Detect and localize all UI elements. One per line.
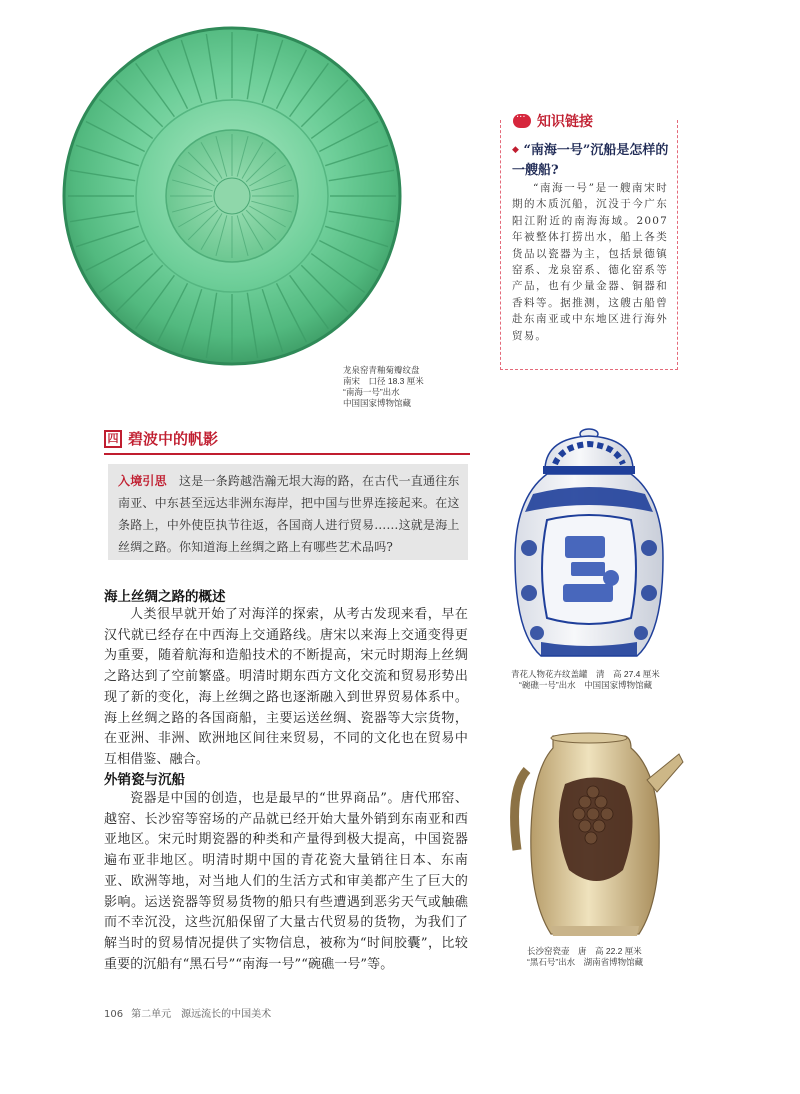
page-number: 106 [104, 1009, 124, 1020]
knowledge-box-header [513, 110, 599, 132]
intro-text: 这是一条跨越浩瀚无垠大海的路，在古代一直通往东南亚、中东甚至远达非洲东海岸，把中国与世界连接起来。在这条路上，中外使臣执节往返，各国商人进行贸易……这就是海上丝绸之路。你知道海上丝绸之路上有哪些艺术品吗? [118, 474, 460, 554]
plate-caption-line: “南海一号”出水 [343, 387, 400, 397]
celadon-plate-image [56, 6, 406, 376]
paragraph-export: 瓷器是中国的创造，也是最早的“世界商品”。唐代邢窑、越窑、长沙窑等窑场的产品就已经开始大量外销到东南亚和西亚地区。宋元时期瓷器的种类和产量得到极大提高，中国瓷器遍布亚非地区。明清时期中国的青花瓷大量销往日本、东南亚、欧洲等地，对当地人们的生活方式和审美都产生了巨大的影响。运送瓷器等贸易货物的船只有些遭遇到恶劣天气或触礁而不幸沉没，这些沉船保留了大量古代贸易的货物，为我们了解当时的贸易情况提供了实物信息，被称为“时间胶囊”，比较重要的沉船有“黑石号”“南海一号”“碗礁一号”等。 [104, 791, 468, 972]
ewer-caption [527, 946, 643, 968]
jar-illustration [507, 428, 671, 660]
subsection-heading-export: 外销瓷与沉船 [104, 772, 185, 788]
blue-white-jar-image [507, 428, 671, 660]
diamond-bullet-icon: ◆ [512, 145, 519, 155]
section-divider [104, 453, 470, 455]
ewer-caption-line: 长沙窑瓷壶 唐 高 22.2 厘米 [527, 946, 642, 956]
jar-caption-line: “碗礁一号”出水 中国国家博物馆藏 [519, 680, 653, 690]
speech-bubble-icon [513, 114, 531, 128]
ewer-illustration [507, 730, 687, 942]
jar-caption-line: 青花人物花卉纹盖罐 清 高 27.4 厘米 [511, 669, 660, 679]
plate-caption [343, 365, 424, 409]
knowledge-question-text: “南海一号”沉船是怎样的一艘船? [512, 143, 669, 178]
knowledge-body: “南海一号”是一艘南宋时期的木质沉船，沉没于今广东阳江附近的南海海域。2007 年被整体打捞出水，船上各类货品以瓷器为主，包括景德镇窑系、龙泉窑系、德化窑系等产品，也有少量金器、铜器和香料等。据推测，这艘古船曾赴东南亚或中东地区进行海外贸易。 [512, 182, 668, 342]
intro-box [108, 464, 468, 560]
page-footer [104, 1005, 271, 1020]
section-heading [104, 428, 218, 450]
knowledge-box-title: 知识链接 [537, 111, 599, 131]
jar-caption [511, 669, 660, 691]
subsection-heading-overview: 海上丝绸之路的概述 [104, 589, 226, 605]
plate-caption-line: 中国国家博物馆藏 [343, 398, 412, 408]
unit-title: 第二单元 源远流长的中国美术 [131, 1009, 272, 1020]
knowledge-question [512, 140, 672, 181]
ewer-caption-line: “黑石号”出水 湖南省博物馆藏 [527, 957, 644, 967]
intro-label: 入境引思 [118, 474, 167, 488]
section-title: 碧波中的帆影 [128, 430, 219, 448]
section-number: 四 [104, 430, 122, 448]
plate-caption-line: 龙泉窑青釉菊瓣纹盘 [343, 365, 420, 375]
plate-illustration [56, 6, 406, 376]
changsha-ewer-image [507, 730, 687, 942]
plate-caption-line: 南宋 口径 18.3 厘米 [343, 376, 424, 386]
paragraph-overview: 人类很早就开始了对海洋的探索，从考古发现来看，早在汉代就已经存在中西海上交通路线。唐宋以来海上交通变得更为重要，随着航海和造船技术的不断提高，宋元时期海上丝绸之路达到了空前繁盛。明清时期东西方文化交流和贸易形势出现了新的变化，海上丝绸之路也逐渐融入到世界贸易体系中。海上丝绸之路的各国商船，主要运送丝绸、瓷器等大宗货物，在亚洲、非洲、欧洲地区间往来贸易，不同的文化也在贸易中互相借鉴、融合。 [104, 607, 468, 767]
